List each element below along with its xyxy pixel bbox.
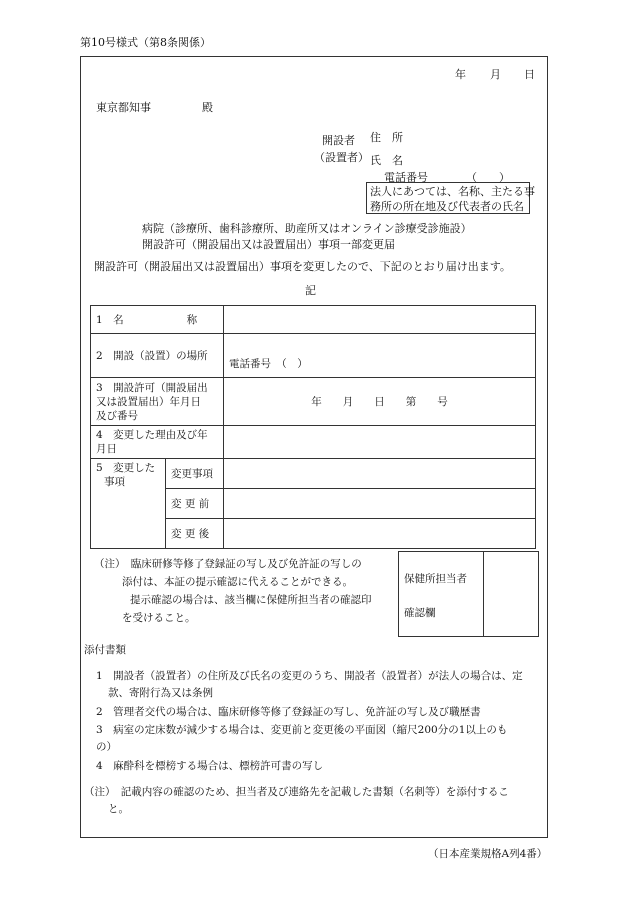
phone-parens: （ ） — [466, 171, 510, 184]
ki-label: 記 — [305, 284, 316, 297]
row4-label — [91, 426, 224, 459]
officer-stamp-box[interactable] — [482, 551, 539, 637]
attach-note-line2: と。 — [108, 803, 129, 815]
officer-label: 保健所担当者 — [404, 573, 467, 585]
date-year: 年 — [455, 68, 466, 81]
note-line2: 務所の所在地及び代表者の氏名 — [370, 200, 524, 213]
addressee-name: 東京都知事 — [96, 101, 151, 114]
title-line1: 病院（診療所、歯科診療所、助産所又はオンライン診療受診施設） — [142, 222, 472, 235]
name-label: 氏 名 — [370, 154, 403, 167]
note-box-line4: を受けること。 — [122, 612, 196, 624]
attach-item4: 4 麻酔科を標榜する場合は、標榜許可書の写し — [96, 760, 324, 772]
note-box-line1: （注） 臨床研修等修了登録証の写し及び免許証の写しの — [94, 558, 362, 570]
row2-label: 2 開設（設置）の場所 — [91, 334, 224, 378]
attach-item1-line1: 1 開設者（設置者）の住所及び氏名の変更のうち、開設者（設置者）が法人の場合は、定 — [96, 670, 523, 682]
row5-sub3-value[interactable] — [224, 519, 536, 549]
form-id: 第10号様式（第8条関係） — [80, 36, 211, 49]
attach-note-line1: （注） 記載内容の確認のため、担当者及び連絡先を記載した書類（名刺等）を添付するこ — [84, 786, 509, 798]
row5-sub2: 変 更 前 — [166, 489, 224, 519]
attach-item1-line2: 款、寄附行為又は条例 — [108, 687, 213, 699]
row2-phone: 電話番号 （ ） — [224, 334, 536, 378]
row3-label — [91, 378, 224, 426]
row5-sub1: 変更事項 — [166, 459, 224, 489]
applicant-role-line1: 開設者 — [322, 134, 355, 147]
row1-label: 1 名 称 — [91, 306, 224, 334]
title-line2: 開設許可（開設届出又は設置届出）事項一部変更届 — [142, 238, 395, 251]
row5-label — [91, 459, 166, 549]
row4-value[interactable] — [224, 426, 536, 459]
attachments-heading: 添付書類 — [84, 644, 126, 656]
footer: （日本産業規格A列4番） — [428, 848, 548, 860]
phone-label: 電話番号 — [384, 171, 428, 184]
row4-label-line2: 月日 — [96, 443, 117, 455]
row4-label-line1: 4 変更した理由及び年 — [96, 429, 208, 441]
row5-sub2-value[interactable] — [224, 489, 536, 519]
note-line1: 法人にあつては、名称、主たる事 — [370, 185, 535, 198]
row3-value: 年 月 日 第 号 — [224, 378, 536, 426]
attach-item2: 2 管理者交代の場合は、臨床研修等修了登録証の写し、免許証の写し及び職歴書 — [96, 706, 481, 718]
row1-value[interactable] — [224, 306, 536, 334]
row3-label-line2: 又は設置届出）年月日 — [96, 395, 201, 408]
note-box-line3: 提示確認の場合は、該当欄に保健所担当者の確認印 — [130, 594, 372, 606]
attach-item3-line1: 3 病室の定床数が減少する場合は、変更前と変更後の平面図（縮尺200分の1以上のも — [96, 724, 508, 736]
officer-label-box — [398, 551, 484, 637]
main-table — [90, 305, 536, 549]
row5-sub1-value[interactable] — [224, 459, 536, 489]
note-box-line2: 添付は、本証の提示確認に代えることができる。 — [122, 576, 353, 588]
statement: 開設許可（開設届出又は設置届出）事項を変更したので、下記のとおり届け出ます。 — [94, 260, 511, 273]
row3-label-line3: 及び番号 — [96, 409, 138, 422]
addressee-honorific: 殿 — [202, 101, 213, 114]
row5-label-line2: 事項 — [104, 476, 125, 488]
address-label: 住 所 — [370, 131, 403, 144]
applicant-role-line2: （設置者） — [314, 151, 369, 164]
date-month: 月 — [490, 68, 501, 81]
confirm-label: 確認欄 — [404, 607, 436, 619]
date-day: 日 — [524, 68, 535, 81]
row5-label-line1: 5 変更した — [96, 462, 156, 474]
attach-item3-line2: の） — [96, 741, 117, 753]
row3-label-line1: 3 開設許可（開設届出 — [96, 381, 208, 394]
row5-sub3: 変 更 後 — [166, 519, 224, 549]
